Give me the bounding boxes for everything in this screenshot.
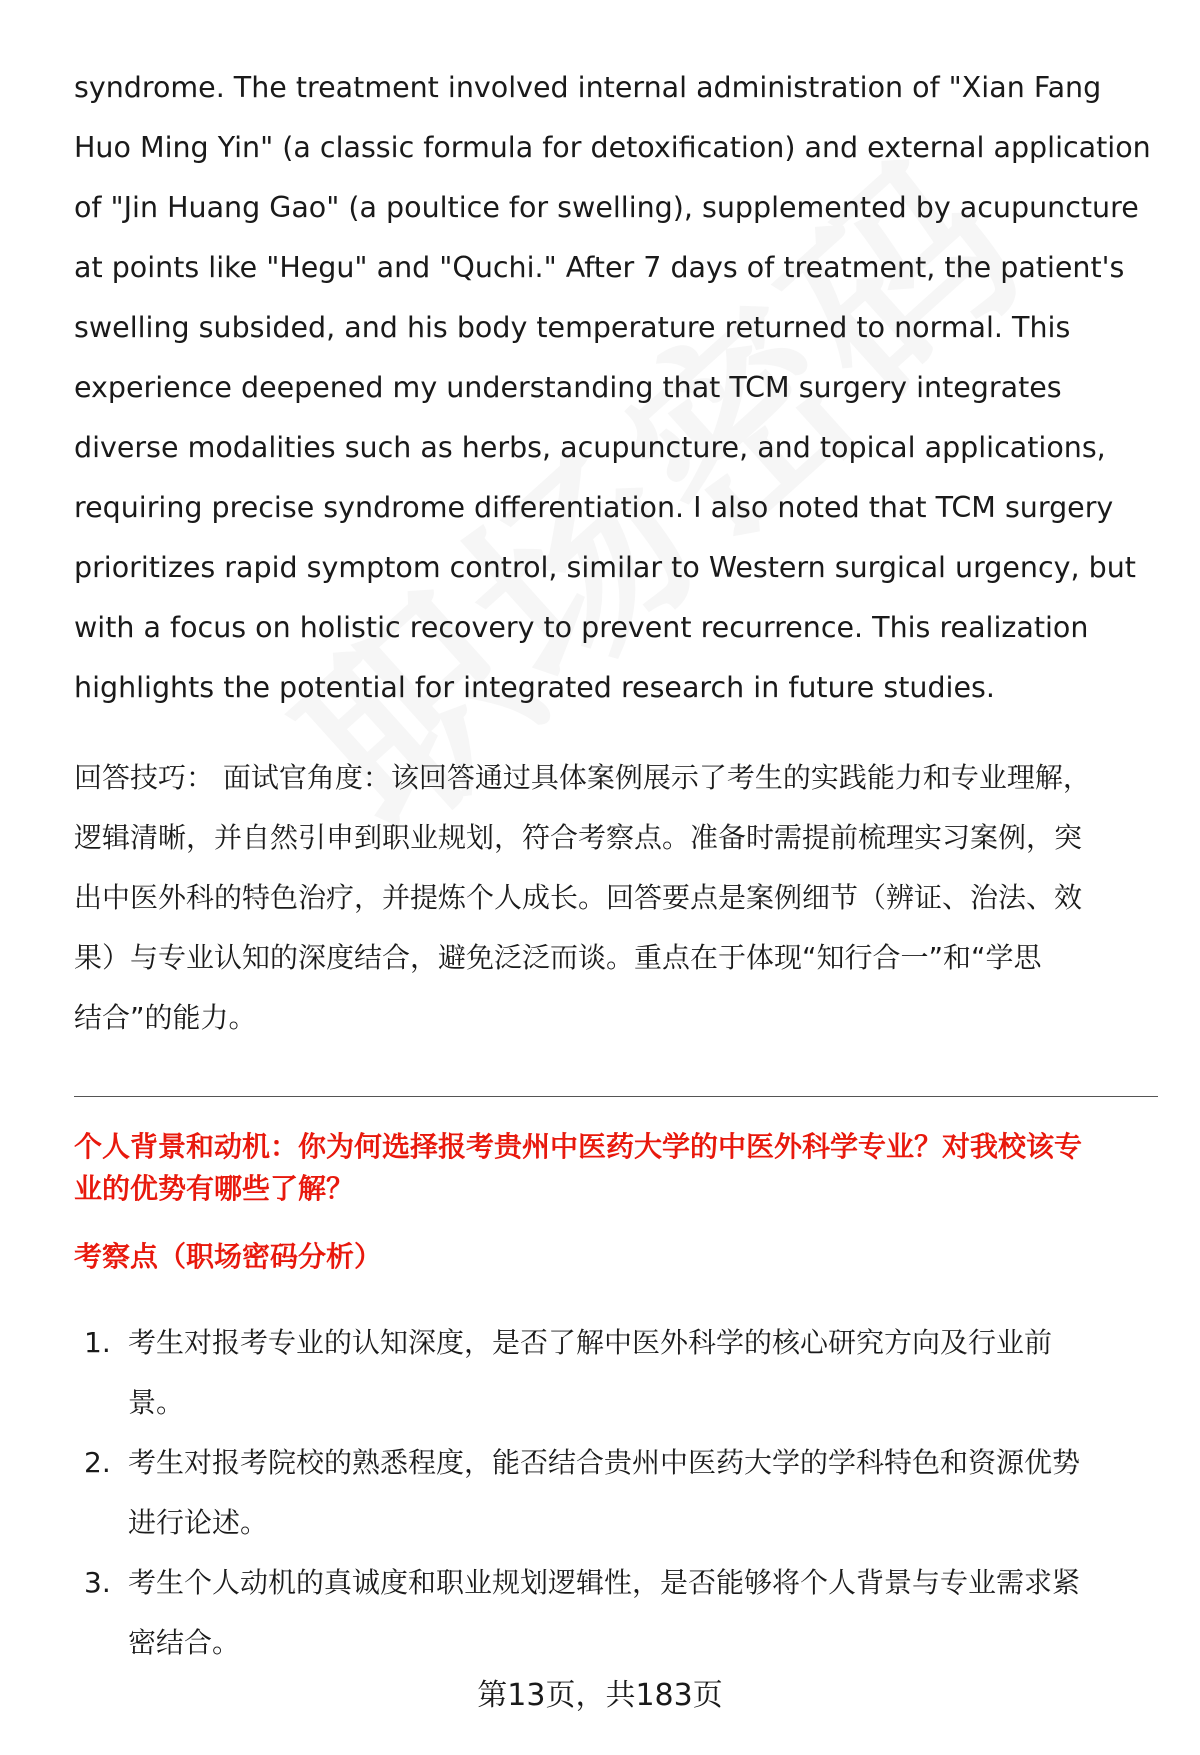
list-item-line: 考生对报考专业的认知深度，是否了解中医外科学的核心研究方向及行业前 — [128, 1326, 1053, 1359]
list-number: 3. — [84, 1566, 111, 1599]
paragraph-line: highlights the potential for integrated research in future studies. — [74, 671, 995, 704]
question-line: 业的优势有哪些了解？ — [74, 1172, 355, 1205]
list-item-line: 密结合。 — [128, 1626, 241, 1659]
paragraph-line: Huo Ming Yin" (a classic formula for detoxification) and external application — [74, 131, 1151, 164]
section-divider — [74, 1096, 1158, 1097]
paragraph-line: requiring precise syndrome differentiation. I also noted that TCM surgery — [74, 491, 1114, 524]
tips-line: 果）与专业认知的深度结合，避免泛泛而谈。重点在于体现“知行合一”和“学思 — [74, 941, 1042, 974]
paragraph-line: diverse modalities such as herbs, acupuncture, and topical applications, — [74, 431, 1106, 464]
list-item — [80, 1553, 1160, 1673]
list-item — [80, 1433, 1160, 1553]
tips-line: 回答技巧： 面试官角度：该回答通过具体案例展示了考生的实践能力和专业理解， — [74, 761, 1091, 794]
answer-tips — [74, 748, 1154, 1048]
assessment-points-title: 考察点（职场密码分析） — [74, 1240, 383, 1273]
list-number: 1. — [84, 1326, 111, 1359]
question-line: 个人背景和动机：你为何选择报考贵州中医药大学的中医外科学专业？对我校该专 — [74, 1130, 1083, 1163]
page-number: 第13页，共183页 — [477, 1678, 723, 1713]
paragraph-line: experience deepened my understanding that TCM surgery integrates — [74, 371, 1062, 404]
list-item-line: 考生个人动机的真诚度和职业规划逻辑性，是否能够将个人背景与专业需求紧 — [128, 1566, 1081, 1599]
english-answer-paragraph — [74, 58, 1154, 718]
list-item — [80, 1313, 1160, 1433]
list-item-line: 考生对报考院校的熟悉程度，能否结合贵州中医药大学的学科特色和资源优势 — [128, 1446, 1081, 1479]
paragraph-line: of "Jin Huang Gao" (a poultice for swelling), supplemented by acupuncture — [74, 191, 1139, 224]
paragraph-line: prioritizes rapid symptom control, similar to Western surgical urgency, but — [74, 551, 1136, 584]
list-number: 2. — [84, 1446, 111, 1479]
tips-line: 结合”的能力。 — [74, 1001, 257, 1034]
tips-line: 出中医外科的特色治疗，并提炼个人成长。回答要点是案例细节（辨证、治法、效 — [74, 881, 1083, 914]
list-item-line: 进行论述。 — [128, 1506, 269, 1539]
assessment-points-list — [80, 1313, 1160, 1673]
question-heading — [74, 1126, 1164, 1210]
paragraph-line: swelling subsided, and his body temperature returned to normal. This — [74, 311, 1071, 344]
paragraph-line: at points like "Hegu" and "Quchi." After 7 days of treatment, the patient's — [74, 251, 1125, 284]
paragraph-line: with a focus on holistic recovery to prevent recurrence. This realization — [74, 611, 1089, 644]
list-item-line: 景。 — [128, 1386, 185, 1419]
paragraph-line: syndrome. The treatment involved internal administration of "Xian Fang — [74, 71, 1102, 104]
tips-line: 逻辑清晰，并自然引申到职业规划，符合考察点。准备时需提前梳理实习案例，突 — [74, 821, 1083, 854]
